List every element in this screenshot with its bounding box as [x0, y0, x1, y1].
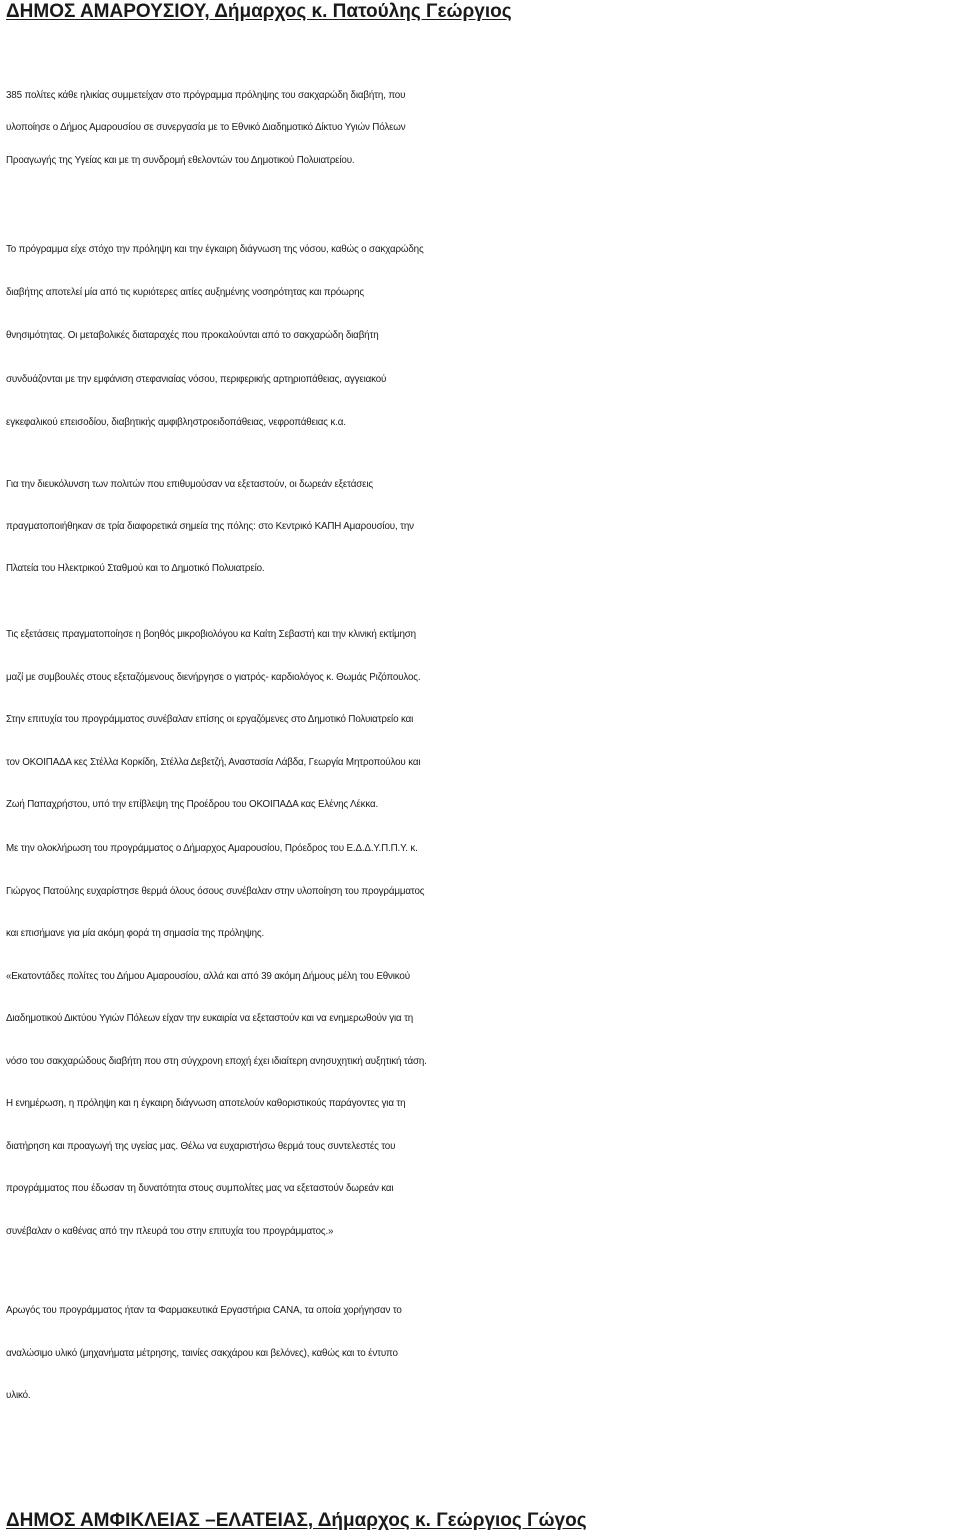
- text-line: «Εκατοντάδες πολίτες του Δήμου Αμαρουσίου, αλλά και από 39 ακόμη Δήμους μέλη του Εθνικού: [6, 970, 410, 982]
- text-line: συνδυάζονται με την εμφάνιση στεφανιαίας νόσου, περιφερικής αρτηριοπάθειας, αγγειακού: [6, 373, 387, 385]
- text-line: και επισήμανε για μία ακόμη φορά τη σημασία της πρόληψης.: [6, 928, 265, 939]
- section-heading-amfikleia: ΔΗΜΟΣ ΑΜΦΙΚΛΕΙΑΣ –ΕΛΑΤΕΙΑΣ, Δήμαρχος κ. Γεώργιος Γώγος: [6, 1510, 587, 1531]
- section-heading-amaroussion: ΔΗΜΟΣ ΑΜΑΡΟΥΣΙΟΥ, Δήμαρχος κ. Πατούλης Γεώργιος: [6, 1, 512, 22]
- paragraph-mayor-statement: [6, 828, 960, 1253]
- text-line: νόσο του σακχαρώδους διαβήτη που στη σύγχρονη εποχή έχει ιδιαίτερη ανησυχητική αυξητική τάση.: [6, 1055, 427, 1067]
- text-line: Η ενημέρωση, η πρόληψη και η έγκαιρη διάγνωση αποτελούν καθοριστικούς παράγοντες για τη: [6, 1098, 406, 1109]
- paragraph-exam-locations: [6, 464, 960, 590]
- text-line: τον ΟΚΟΙΠΑΔΑ κες Στέλλα Κορκίδη, Στέλλα Δεβετζή, Αναστασία Λάβδα, Γεωργία Μητροπούλου και: [6, 756, 421, 768]
- text-line: αναλώσιμο υλικό (μηχανήματα μέτρησης, ταινίες σακχάρου και βελόνες), καθώς και το έντυπο: [6, 1347, 398, 1359]
- text-line: Στην επιτυχία του προγράμματος συνέβαλαν επίσης οι εργαζόμενες στο Δημοτικό Πολυιατρείο και: [6, 714, 414, 726]
- text-line: μαζί με συμβουλές στους εξεταζόμενους διενήργησε ο γιατρός- καρδιολόγος κ. Θωμάς Ριζόπουλος.: [6, 671, 421, 683]
- text-line: υλοποίησε ο Δήμος Αμαρουσίου σε συνεργασία με το Εθνικό Διαδημοτικό Δίκτυο Υγιών Πόλεων: [6, 122, 406, 134]
- text-line: πραγματοποιήθηκαν σε τρία διαφορετικά σημεία της πόλης: στο Κεντρικό ΚΑΠΗ Αμαρουσίου, την: [6, 521, 414, 532]
- text-line: Πλατεία του Ηλεκτρικού Σταθμού και το Δημοτικό Πολυιατρείο.: [6, 563, 265, 574]
- text-line: Ζωή Παπαχρήστου, υπό την επίβλεψη της Προέδρου του ΟΚΟΙΠΑΔΑ κας Ελένης Λέκκα.: [6, 799, 379, 811]
- text-line: Προαγωγής της Υγείας και με τη συνδρομή εθελοντών του Δημοτικού Πολυιατρείου.: [6, 154, 355, 166]
- text-line: υλικό.: [6, 1390, 31, 1401]
- text-line: Το πρόγραμμα είχε στόχο την πρόληψη και την έγκαιρη διάγνωση της νόσου, καθώς ο σακχαρώδης: [6, 244, 424, 255]
- text-line: 385 πολίτες κάθε ηλικίας συμμετείχαν στο πρόγραμμα πρόληψης του σακχαρώδη διαβήτη, που: [6, 90, 406, 101]
- text-line: διαβήτης αποτελεί μία από τις κυριότερες αιτίες αυξημένης νοσηρότητας και πρόωρης: [6, 287, 364, 299]
- text-line: προγράμματος που έδωσαν τη δυνατότητα στους συμπολίτες μας να εξεταστούν δωρεάν και: [6, 1183, 394, 1194]
- text-line: Διαδημοτικού Δικτύου Υγιών Πόλεων είχαν την ευκαιρία να εξεταστούν και να ενημερωθούν για τη: [6, 1013, 414, 1024]
- text-line: Για την διευκόλυνση των πολιτών που επιθυμούσαν να εξεταστούν, οι δωρεάν εξετάσεις: [6, 479, 373, 490]
- paragraph-sponsor: [6, 1290, 960, 1418]
- text-line: θνησιμότητας. Οι μεταβολικές διαταραχές που προκαλούνται από το σακχαρώδη διαβήτη: [6, 330, 379, 342]
- paragraph-program-goal: [6, 228, 960, 444]
- text-line: διατήρηση και προαγωγή της υγείας μας. Θέλω να ευχαριστήσω θερμά τους συντελεστές του: [6, 1140, 396, 1152]
- text-line: Αρωγός του προγράμματος ήταν τα Φαρμακευτικά Εργαστήρια CANA, τα οποία χορήγησαν το: [6, 1305, 402, 1316]
- text-line: εγκεφαλικού επεισοδίου, διαβητικής αμφιβληστροειδοπάθειας, νεφροπάθειας κ.α.: [6, 416, 346, 428]
- text-line: Τις εξετάσεις πραγματοποίησε η βοηθός μικροβιολόγου κα Καίτη Σεβαστή και την κλινική εκτίμηση: [6, 629, 416, 640]
- text-line: Γιώργος Πατούλης ευχαρίστησε θερμά όλους όσους συνέβαλαν στην υλοποίηση του προγράμματος: [6, 885, 425, 897]
- paragraph-staff: [6, 614, 960, 827]
- paragraph-intro: [6, 80, 960, 177]
- text-line: Με την ολοκλήρωση του προγράμματος ο Δήμαρχος Αμαρουσίου, Πρόεδρος του Ε.Δ.Δ.Υ.Π.Π.Υ. κ.: [6, 843, 418, 854]
- text-line: συνέβαλαν ο καθένας από την πλευρά του στην επιτυχία του προγράμματος.»: [6, 1225, 334, 1237]
